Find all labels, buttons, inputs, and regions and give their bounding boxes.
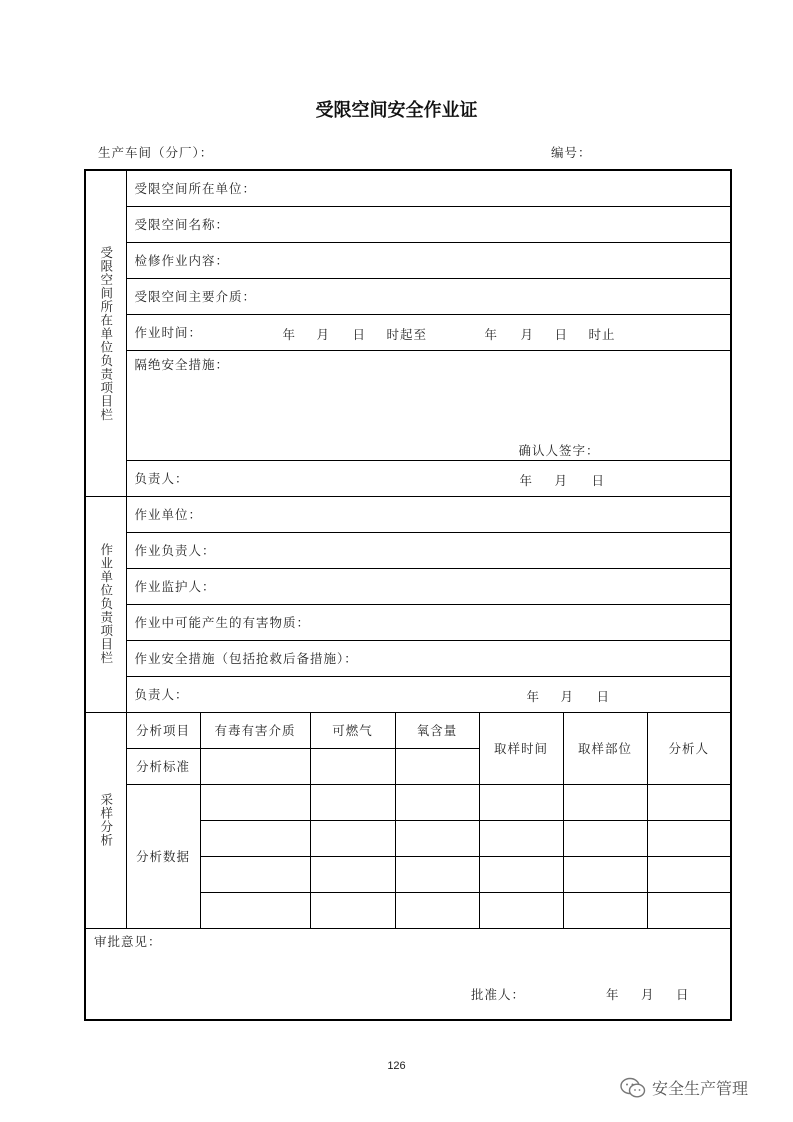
start-month: 月 <box>316 326 331 342</box>
section2-responsible-row <box>126 676 731 712</box>
data-cell[interactable] <box>647 892 731 928</box>
s1-sign-month: 月 <box>554 472 569 488</box>
s2-sign-month: 月 <box>560 688 575 704</box>
data-cell[interactable] <box>647 784 731 820</box>
isolation-row <box>126 350 731 460</box>
work-content-row: 检修作业内容： <box>126 242 731 278</box>
unit-row: 受限空间所在单位： <box>126 170 731 206</box>
data-cell[interactable] <box>395 856 479 892</box>
from-label: 时起至 <box>386 326 428 342</box>
oxygen-header: 氧含量 <box>395 712 479 748</box>
data-cell[interactable] <box>310 856 395 892</box>
flammable-header: 可燃气 <box>310 712 395 748</box>
toxic-header: 有毒有害介质 <box>200 712 310 748</box>
standard-toxic-cell[interactable] <box>200 748 310 784</box>
s2-sign-day: 日 <box>596 688 611 704</box>
work-time-label: 作业时间： <box>134 325 203 340</box>
data-cell[interactable] <box>310 820 395 856</box>
data-cell[interactable] <box>563 856 647 892</box>
data-cell[interactable] <box>479 820 563 856</box>
data-cell[interactable] <box>200 892 310 928</box>
number-label: 编号： <box>551 145 592 160</box>
watermark <box>620 1076 748 1099</box>
data-cell[interactable] <box>200 856 310 892</box>
data-cell[interactable] <box>310 892 395 928</box>
permit-form-table <box>84 169 732 1021</box>
section1-label-cell <box>85 170 126 496</box>
data-cell[interactable] <box>395 784 479 820</box>
work-monitor-row: 作业监护人： <box>126 568 731 604</box>
start-day: 日 <box>352 326 367 342</box>
workshop-label: 生产车间（分厂）： <box>98 145 214 160</box>
analysis-data-label: 分析数据 <box>126 784 200 928</box>
s2-sign-year: 年 <box>526 688 541 704</box>
data-cell[interactable] <box>479 892 563 928</box>
data-cell[interactable] <box>563 820 647 856</box>
approval-month: 月 <box>641 986 655 1002</box>
watermark-text: 安全生产管理 <box>652 1079 749 1098</box>
section1-responsible-row <box>126 460 731 496</box>
space-name-row: 受限空间名称： <box>126 206 731 242</box>
work-unit-row: 作业单位： <box>126 496 731 532</box>
medium-row: 受限空间主要介质： <box>126 278 731 314</box>
until-label: 时止 <box>588 326 616 342</box>
end-day: 日 <box>554 326 569 342</box>
s1-sign-day: 日 <box>591 472 606 488</box>
hazards-row: 作业中可能产生的有害物质： <box>126 604 731 640</box>
confirm-sign-label: 确认人签字： <box>518 442 600 458</box>
data-cell[interactable] <box>395 820 479 856</box>
end-month: 月 <box>520 326 535 342</box>
data-cell[interactable] <box>200 784 310 820</box>
isolation-label: 隔绝安全措施： <box>134 356 230 372</box>
section2-responsible-label: 负责人： <box>134 687 189 702</box>
data-cell[interactable] <box>479 856 563 892</box>
section2-label-cell <box>85 496 126 712</box>
data-cell[interactable] <box>200 820 310 856</box>
section2-label: 作业单位负责项目栏 <box>98 543 114 665</box>
page-number: 126 <box>387 1060 406 1072</box>
start-year: 年 <box>282 326 297 342</box>
data-cell[interactable] <box>563 892 647 928</box>
section3-label: 采样分析 <box>98 793 114 847</box>
approval-opinion-label: 审批意见： <box>94 933 162 949</box>
work-leader-row: 作业负责人： <box>126 532 731 568</box>
approval-year: 年 <box>606 986 620 1002</box>
data-cell[interactable] <box>563 784 647 820</box>
data-cell[interactable] <box>395 892 479 928</box>
measures-row: 作业安全措施（包括抢救后备措施）： <box>126 640 731 676</box>
standard-flammable-cell[interactable] <box>310 748 395 784</box>
analysis-standard-label: 分析标准 <box>126 748 200 784</box>
section3-label-cell <box>85 712 126 928</box>
s1-sign-year: 年 <box>519 472 534 488</box>
data-cell[interactable] <box>647 856 731 892</box>
data-cell[interactable] <box>647 820 731 856</box>
section1-responsible-label: 负责人： <box>134 471 189 486</box>
end-year: 年 <box>484 326 499 342</box>
data-cell[interactable] <box>310 784 395 820</box>
approval-day: 日 <box>676 986 690 1002</box>
sample-time-header: 取样时间 <box>479 712 563 784</box>
work-time-row <box>126 314 731 350</box>
approval-row <box>85 928 731 1020</box>
analyst-header: 分析人 <box>647 712 731 784</box>
wechat-icon <box>620 1077 646 1099</box>
data-cell[interactable] <box>479 784 563 820</box>
approver-label: 批准人： <box>471 986 526 1002</box>
document-title: 受限空间安全作业证 <box>315 100 478 121</box>
standard-oxygen-cell[interactable] <box>395 748 479 784</box>
section1-label: 受限空间所在单位负责项目栏 <box>98 245 114 421</box>
analysis-item-header: 分析项目 <box>126 712 200 748</box>
sample-site-header: 取样部位 <box>563 712 647 784</box>
